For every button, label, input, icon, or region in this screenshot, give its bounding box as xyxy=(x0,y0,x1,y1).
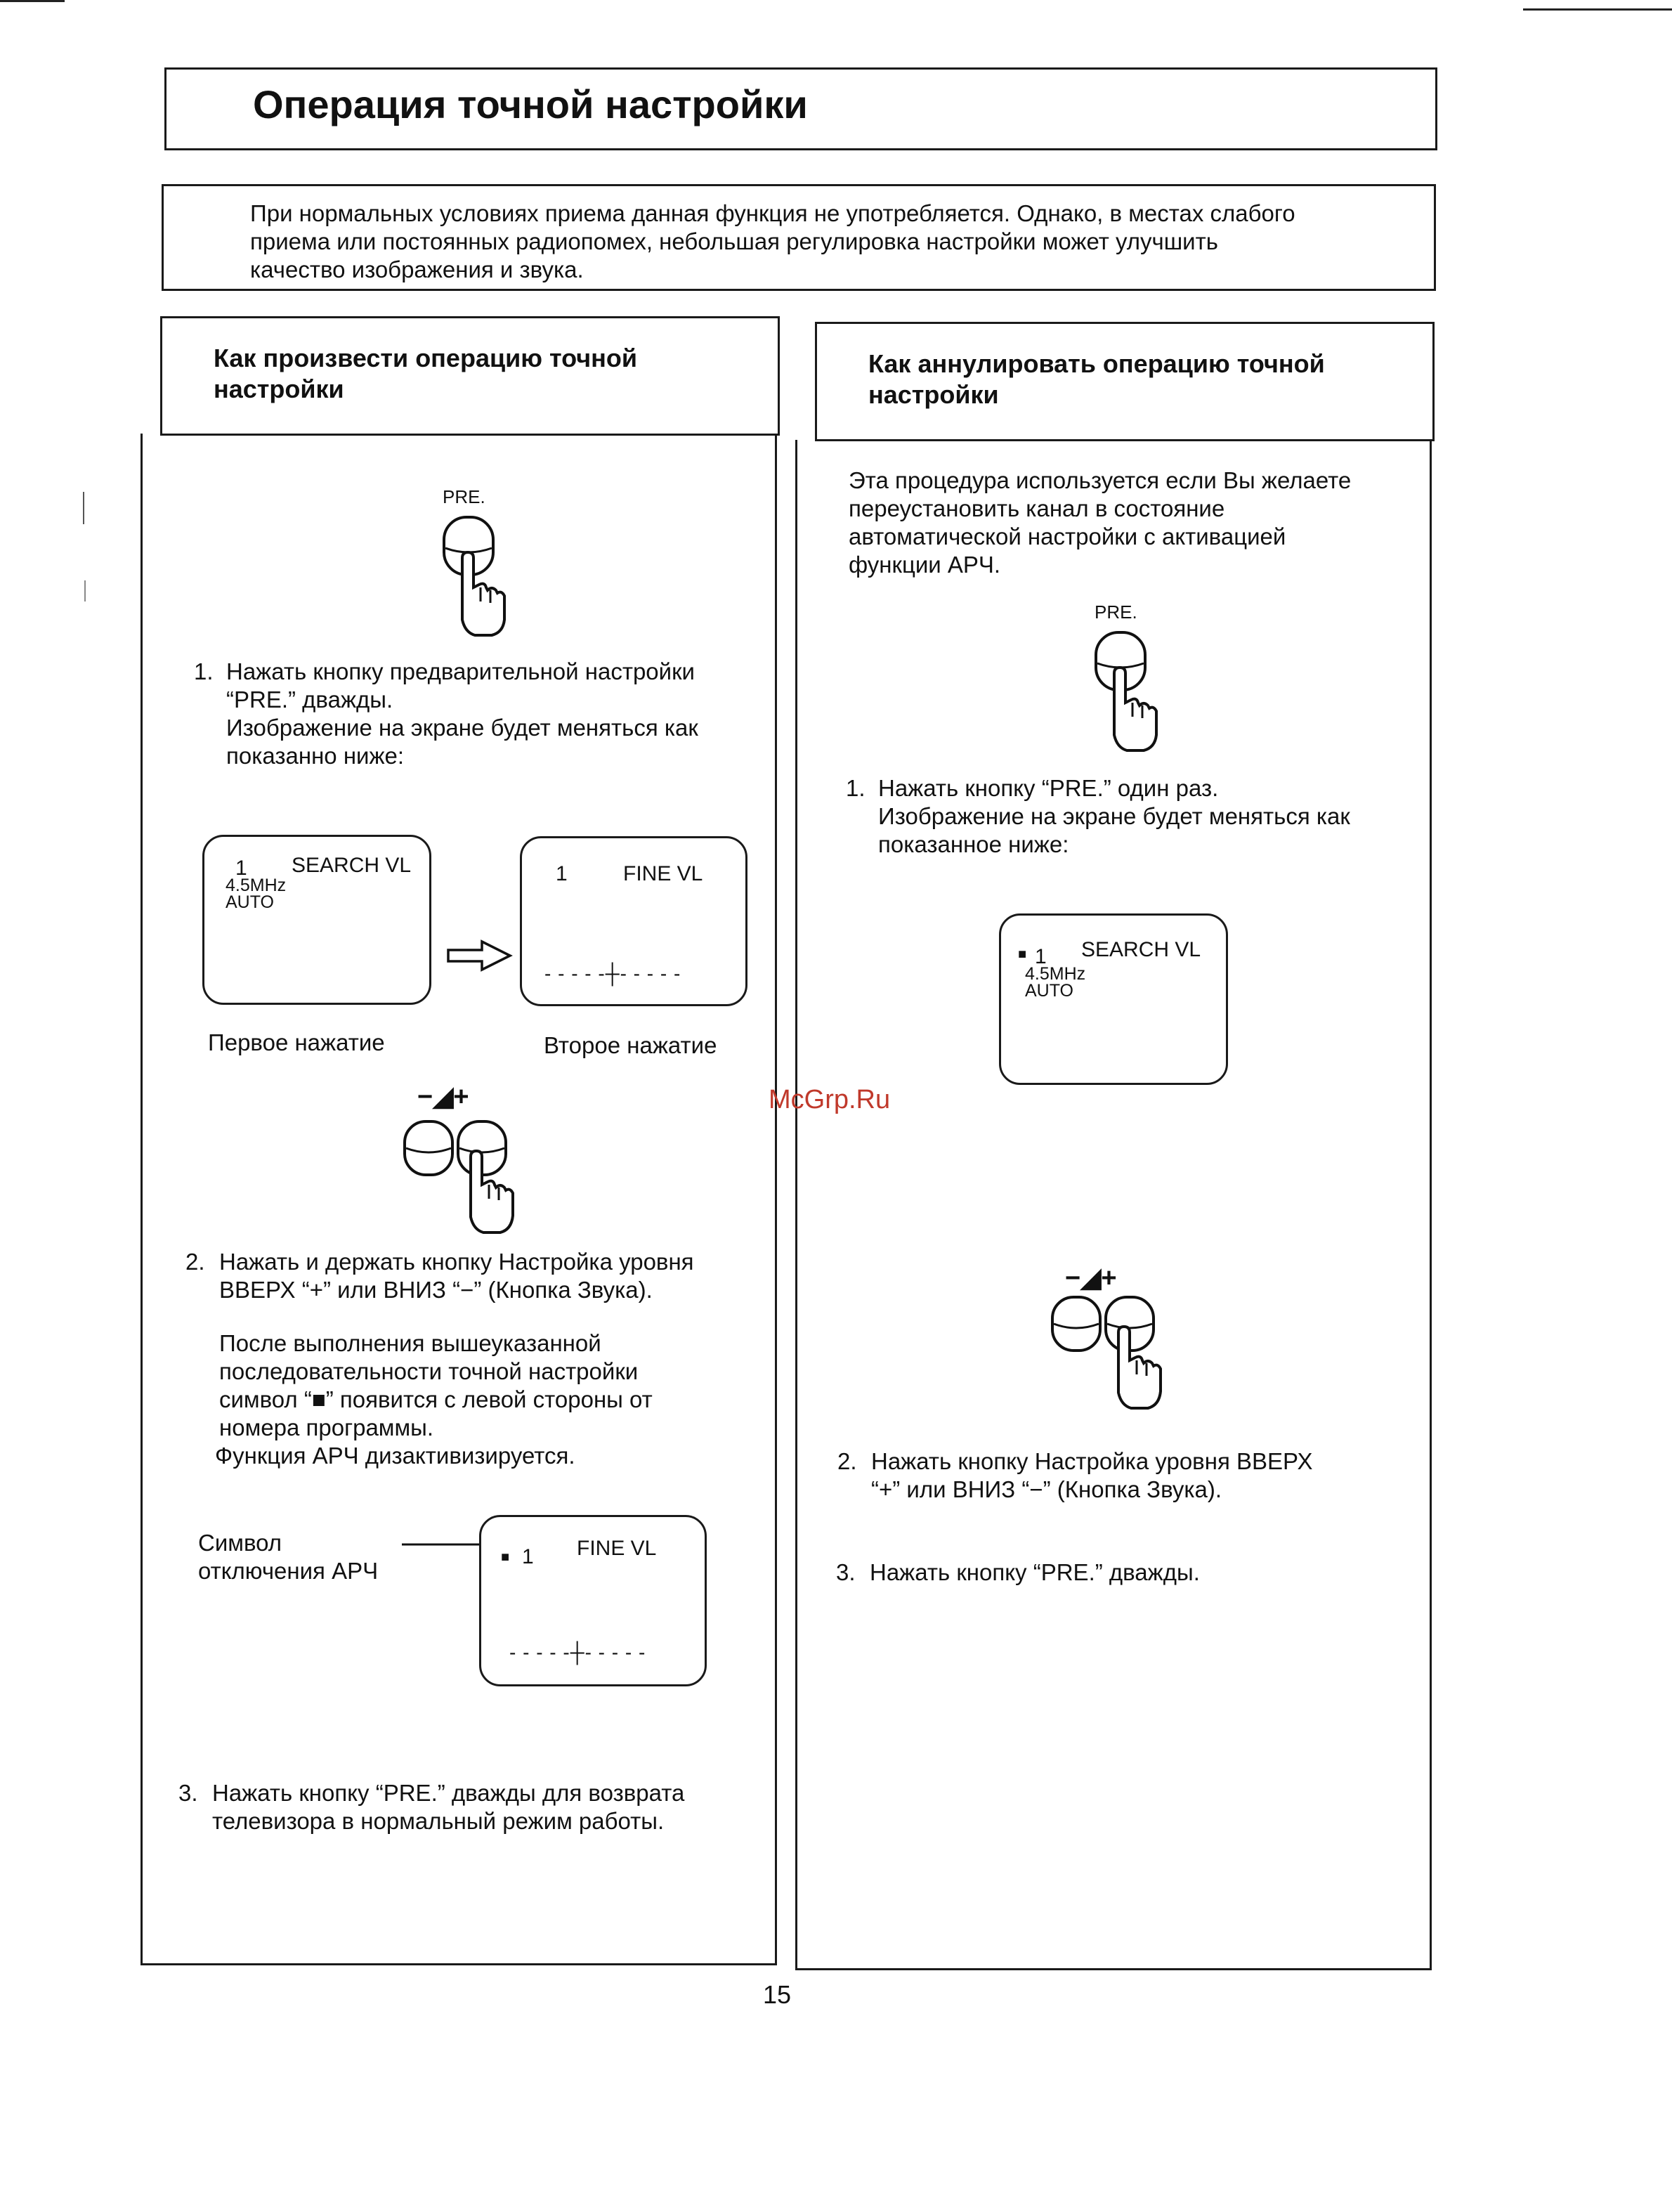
text-line: Функция АРЧ дизактивизируется. xyxy=(215,1443,575,1469)
screen-auto: AUTO xyxy=(226,892,274,912)
pre-button-hand-icon xyxy=(436,514,513,641)
screen-freq: 4.5MHz xyxy=(226,876,287,895)
fine-tune-bar: - - - - -┼- - - - - xyxy=(544,963,681,984)
text-line: номера программы. xyxy=(219,1414,434,1440)
tv-screen-search-afc-off xyxy=(999,913,1228,1085)
text-line: Изображение на экране будет меняться как xyxy=(226,715,698,741)
tv-screen-fine xyxy=(520,836,747,1006)
tv-screen-fine-afc-off xyxy=(479,1515,707,1686)
left-step1 xyxy=(194,658,214,686)
volume-buttons-hand-icon xyxy=(1048,1293,1175,1412)
right-heading-line: Как аннулировать операцию точной xyxy=(868,349,1325,378)
volume-buttons-hand-icon xyxy=(400,1117,527,1237)
pre-label: PRE. xyxy=(443,486,485,507)
page-number: 15 xyxy=(763,1980,792,2009)
text-line: ВВЕРХ “+” или ВНИЗ “−” (Кнопка Звука). xyxy=(219,1277,653,1303)
right-intro xyxy=(849,467,1351,579)
text-line: последовательности точной настройки xyxy=(219,1358,639,1384)
watermark: McGrp.Ru xyxy=(769,1085,891,1114)
volume-label: −◢+ xyxy=(417,1082,469,1112)
corner-rule-right xyxy=(1523,8,1672,11)
left-after-text xyxy=(215,1329,653,1470)
text-line: Нажать кнопку Настройка уровня ВВЕРХ xyxy=(871,1448,1313,1474)
text-line: показанное ниже: xyxy=(878,831,1069,857)
left-step3-text xyxy=(212,1779,684,1835)
left-step3-num: 3. xyxy=(178,1780,198,1806)
left-heading xyxy=(214,343,637,405)
screen-mode: FINE VL xyxy=(623,862,703,885)
screen-freq: 4.5MHz xyxy=(1025,964,1086,984)
tv-screen-search xyxy=(202,835,431,1005)
corner-rule-left xyxy=(0,0,65,2)
text-line: функции АРЧ. xyxy=(849,552,1001,578)
page-title: Операция точной настройки xyxy=(253,82,808,126)
text-line: Нажать и держать кнопку Настройка уровня xyxy=(219,1249,694,1275)
text-line: переустановить канал в состояние xyxy=(849,495,1225,521)
intro-line: приема или постоянных радиопомех, небольшая регулировка настройки может улучшить xyxy=(250,228,1218,254)
text-line: Изображение на экране будет меняться как xyxy=(878,803,1350,829)
screen-auto: AUTO xyxy=(1025,981,1073,1001)
screen-mode: SEARCH VL xyxy=(292,854,412,877)
margin-mark xyxy=(83,492,84,524)
left-heading-line: настройки xyxy=(214,375,344,403)
intro-text xyxy=(250,200,1295,284)
text-line: Нажать кнопку “PRE.” один раз. xyxy=(878,775,1219,801)
screen-channel: 1 xyxy=(235,857,247,880)
text-line: Нажать кнопку “PRE.” дважды. xyxy=(870,1559,1200,1585)
arrow-right-icon xyxy=(445,939,513,972)
right-step2-num: 2. xyxy=(837,1448,857,1474)
pre-label: PRE. xyxy=(1095,601,1137,623)
text-line: “+” или ВНИЗ “−” (Кнопка Звука). xyxy=(871,1476,1222,1502)
text-line: автоматической настройки с активацией xyxy=(849,523,1286,549)
screen-mode: SEARCH VL xyxy=(1081,938,1201,961)
margin-mark xyxy=(84,580,86,601)
intro-line: качество изображения и звука. xyxy=(250,256,584,282)
caption-first-press: Первое нажатие xyxy=(208,1029,385,1055)
screen-channel: 1 xyxy=(1035,945,1047,968)
right-step3-text xyxy=(870,1559,1200,1587)
left-heading-line: Как произвести операцию точной xyxy=(214,344,637,372)
text-line: телевизора в нормальный режим работы. xyxy=(212,1808,665,1834)
text-line: Нажать кнопку предварительной настройки xyxy=(226,658,695,684)
screen-mode: FINE VL xyxy=(577,1537,657,1560)
text-line: Нажать кнопку “PRE.” дважды для возврата xyxy=(212,1780,685,1806)
pre-button-hand-icon xyxy=(1088,630,1165,756)
screen-channel: 1 xyxy=(522,1545,534,1568)
text-line: Эта процедура используется если Вы желаете xyxy=(849,467,1352,493)
caption-second-press: Второе нажатие xyxy=(544,1032,717,1058)
text-line: После выполнения вышеуказанной xyxy=(219,1330,601,1356)
text-line: Символ xyxy=(198,1530,282,1556)
afc-off-marker: ■ xyxy=(1018,946,1027,962)
screen-channel: 1 xyxy=(556,862,568,885)
right-step3-num: 3. xyxy=(836,1559,856,1585)
right-step2-text xyxy=(871,1447,1313,1504)
text-line: “PRE.” дважды. xyxy=(226,687,393,713)
left-step2-num: 2. xyxy=(185,1249,205,1275)
text-line: отключения АРЧ xyxy=(198,1558,379,1584)
text-line: показанно ниже: xyxy=(226,743,405,769)
text-line: символ “■” появится с левой стороны от xyxy=(219,1386,653,1412)
volume-label: −◢+ xyxy=(1065,1263,1117,1293)
right-step1-text xyxy=(878,774,1350,859)
intro-line: При нормальных условиях приема данная функция не употребляется. Однако, в местах слабого xyxy=(250,200,1295,226)
right-heading xyxy=(868,349,1325,410)
left-step2-text xyxy=(219,1248,694,1304)
step-number: 1. xyxy=(194,658,214,684)
right-step1-num: 1. xyxy=(846,775,866,801)
afc-off-marker: ■ xyxy=(501,1549,510,1565)
fine-tune-bar: - - - - -┼- - - - - xyxy=(509,1641,646,1663)
afc-off-symbol-label xyxy=(198,1529,378,1585)
right-heading-line: настройки xyxy=(868,380,999,409)
left-step1-text xyxy=(226,658,698,770)
